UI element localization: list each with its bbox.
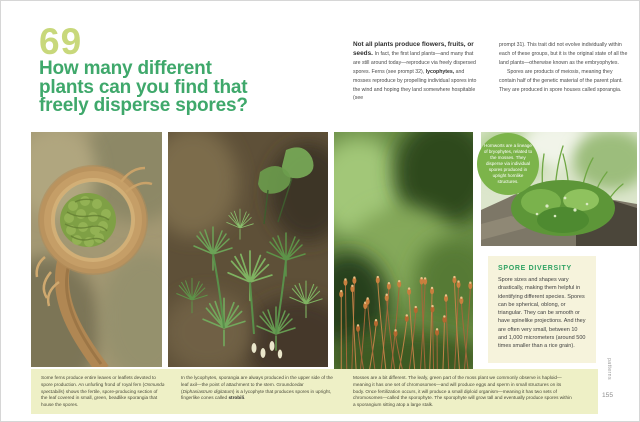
intro-col1-text-1: In fact, the first land plants—and many that are still around today—reproduce via freely dispersed spores. Ferns (see prompt 32), <box>353 50 476 75</box>
fern-caption-species: Osmunda spectabilis <box>41 381 165 394</box>
intro-col2-paragraph-2: Spores are products of meiosis, meaning they contain half of the genetic material of the parent plant. They are produced in spore houses called sporangia. <box>499 68 623 93</box>
lycophyte-caption-text-3: . <box>244 395 246 401</box>
intro-lead: Not all plants produce flowers, fruits, or seeds. <box>353 41 474 57</box>
fern-caption-text-1: Some ferns produce entire leaves or leaflets devoted to spore production. An unfurling frond of royal fern ( <box>41 375 156 387</box>
lycophyte-caption-text-2: ) is a lycophyte that produces spores in upright, fingerlike cones called <box>181 388 332 401</box>
spine-label: patterns <box>606 358 612 380</box>
intro-col1-text-2: and mosses reproduce by propelling individual spores into the wind and hoping they land somewhere hospitable (see <box>353 68 477 102</box>
page-number: 155 <box>602 392 614 399</box>
page-title-line-3: freely disperse spores? <box>39 95 248 116</box>
page-title <box>39 60 248 116</box>
page-title-line-2: plants can you find that <box>39 76 248 98</box>
hornwort-callout-text: Hornworts are a lineage of bryophytes, related to the mosses. They disperse via individual spores produced in upright hornlike structures. <box>483 143 533 184</box>
lycophyte-groundcedar-photo <box>168 132 328 367</box>
sidebar-body: Spore sizes and shapes vary drastically, making them helpful in identifying different species. Spores can be spherical, oblong, or triangular. They can be smooth or have spinelike projections. And they are often very small, between 10 and 1,000 micrometers (around 500 times smaller than a rice grain). <box>498 277 586 350</box>
lycophyte-caption-species: Diphasiastrum digitatum <box>182 388 233 394</box>
spore-diversity-sidebar <box>488 256 596 363</box>
moss-sporophytes-photo <box>334 132 473 372</box>
intro-column-2 <box>499 41 630 94</box>
lycophyte-caption-bold: strobili <box>228 395 245 401</box>
lycophyte-caption <box>181 375 334 402</box>
moss-caption-text: Mosses are a bit different. The leafy, green part of the moss plant we commonly observe is haploid—meaning it has one set of chromosomes—and will produce eggs and sperm in small structures on its body. Once fertilization occurs, it will produce a small diploid organism—meaning it has two sets of chromosomes—called the sporophyte. The sporophyte will grow tall and eventually produce spores within a sporangium sitting atop a large stalk. <box>353 375 572 408</box>
page-title-line-1: How many different <box>39 58 212 79</box>
intro-col2-paragraph-1: prompt 31). This trait did not evolve individually within each of these groups, but it is the original state of all the land plants—otherwise known as the embryophytes. <box>499 42 628 66</box>
intro-column-1 <box>353 41 481 103</box>
prompt-number: 69 <box>39 21 83 62</box>
fern-fiddlehead-photo <box>31 132 162 367</box>
lycophyte-caption-text-1: In the lycophytes, sporangia are always produced in the upper side of the leaf axil—the point of attachment to the stem. Groundcedar ( <box>181 375 333 394</box>
hornwort-callout-bubble <box>477 133 539 195</box>
fern-caption <box>41 375 165 409</box>
moss-caption <box>353 375 573 409</box>
sidebar-title: SPORE DIVERSITY <box>498 265 572 272</box>
fern-caption-text-2: ) shows the fertile, spore-producing section of the leaf covered in small, green, beadlike sporangia that house the spores. <box>41 388 158 408</box>
intro-col1-bold: lycophytes, <box>425 68 455 75</box>
